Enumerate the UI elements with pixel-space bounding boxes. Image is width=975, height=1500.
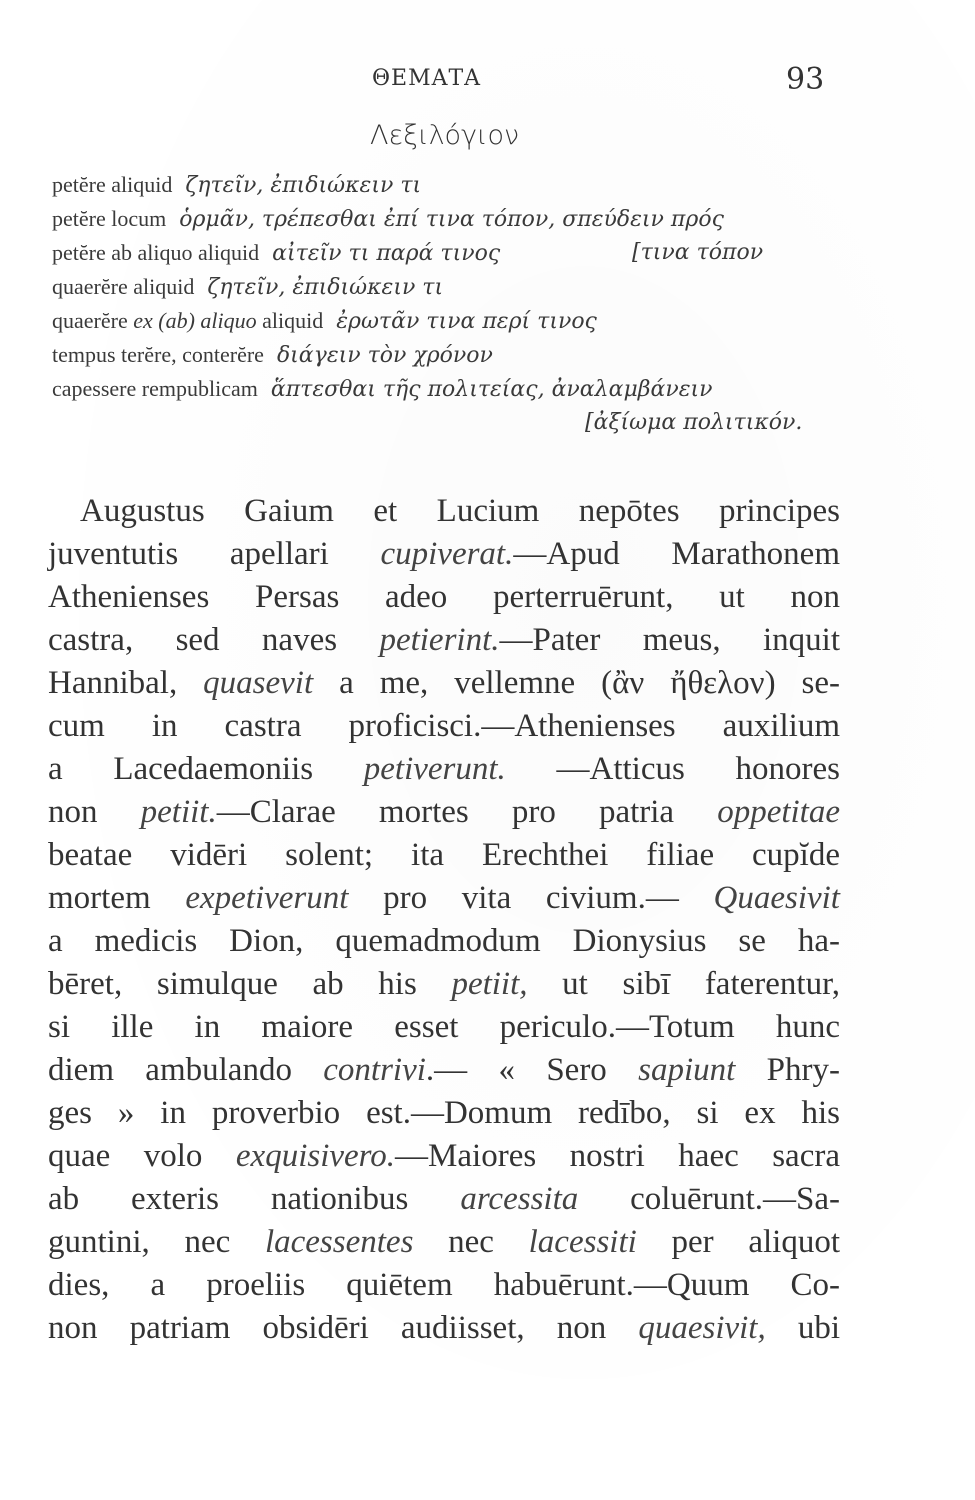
italic-term: petierint. <box>379 622 500 658</box>
italic-term: lacessiti <box>528 1224 637 1260</box>
greek-gloss: ἅπτεσθαι τῆς πολιτείας, ἀναλαμβάνειν <box>270 377 713 402</box>
latin-term: tempus terĕre, conterĕre <box>52 342 264 367</box>
greek-gloss: ζητεῖν, ἐπιδιώκειν τι <box>207 275 444 300</box>
text-line <box>48 533 840 576</box>
latin-term-italic: ex (ab) aliquo <box>133 308 257 333</box>
greek-gloss: αἰτεῖν τι παρά τινος <box>272 241 501 266</box>
text-line <box>48 1092 840 1135</box>
text-line <box>48 1049 840 1092</box>
italic-term: oppetitae <box>717 794 840 830</box>
text-line <box>48 1307 840 1350</box>
text-segment: pro vita civium.— <box>348 880 714 916</box>
text-segment: si ille in maiore esset periculo.—Totum hunc <box>48 1009 840 1045</box>
vocabulary-list <box>52 168 852 440</box>
text-segment: guntini, nec <box>48 1224 265 1260</box>
text-segment: —Pater meus, inquit <box>499 622 840 658</box>
vocabulary-row <box>52 372 852 406</box>
text-segment: ubi <box>765 1310 840 1346</box>
text-line <box>48 1178 840 1221</box>
text-segment: —Clarae mortes pro patria <box>216 794 718 830</box>
text-line <box>48 963 840 1006</box>
text-segment: Phry- <box>735 1052 840 1088</box>
text-line <box>48 1006 840 1049</box>
text-segment: non <box>48 794 141 830</box>
vocabulary-row <box>52 202 852 236</box>
latin-term-plain: quaerĕre <box>52 308 128 333</box>
vocabulary-continuation: [ἀξίωμα πολιτικόν. <box>585 410 803 435</box>
vocabulary-row <box>52 270 852 304</box>
italic-term: contrivi <box>323 1052 426 1088</box>
italic-term: exquisivero. <box>235 1138 396 1174</box>
text-segment: ab exteris nationibus <box>48 1181 461 1217</box>
text-segment: a Lacedaemoniis <box>48 751 364 787</box>
text-segment: non patriam obsidēri audiisset, non <box>48 1310 639 1346</box>
greek-gloss: ὁρμᾶν, τρέπεσθαι ἐπί τινα τόπον, σπεύδειν πρός <box>179 207 724 232</box>
greek-gloss: ζητεῖν, ἐπιδιώκειν τι <box>185 173 422 198</box>
text-line <box>48 748 840 791</box>
text-line <box>48 490 840 533</box>
italic-term: arcessita <box>460 1181 579 1217</box>
text-segment: Hannibal, <box>48 665 204 701</box>
text-segment: nec <box>413 1224 529 1260</box>
text-segment: .— « Sero <box>425 1052 639 1088</box>
italic-term: lacessentes <box>264 1224 414 1260</box>
latin-term: petĕre aliquid <box>52 172 173 197</box>
text-segment: —Apud Marathonem <box>513 536 840 572</box>
latin-term: petĕre ab aliquo aliquid <box>52 240 260 265</box>
italic-term: Quaesivit <box>713 880 840 916</box>
vocabulary-row <box>52 304 852 338</box>
vocabulary-row <box>52 236 852 270</box>
text-line <box>48 619 840 662</box>
text-segment: juventutis apellari <box>48 536 381 572</box>
text-segment: ut sibī faterentur, <box>527 966 840 1002</box>
text-line <box>48 1221 840 1264</box>
text-segment: quae volo <box>48 1138 236 1174</box>
latin-term: quaerĕre aliquid <box>52 274 195 299</box>
italic-term: petiverunt. <box>363 751 506 787</box>
text-line <box>48 1264 840 1307</box>
text-segment: mortem <box>48 880 186 916</box>
italic-term: sapiunt <box>638 1052 736 1088</box>
vocabulary-row <box>52 338 852 372</box>
text-segment: beatae vidēri solent; ita Erechthei filiae cupĭde <box>48 837 840 873</box>
text-line <box>48 576 840 619</box>
text-segment: diem ambulando <box>48 1052 324 1088</box>
text-line <box>48 705 840 748</box>
text-line <box>48 834 840 877</box>
latin-term: petĕre locum <box>52 206 167 231</box>
text-line <box>48 662 840 705</box>
text-segment: —Maiores nostri haec sacra <box>395 1138 840 1174</box>
text-segment: bēret, simulque ab his <box>48 966 452 1002</box>
italic-term: quasevit <box>203 665 314 701</box>
text-segment: Augustus Gaium et Lucium nepōtes principes <box>80 493 840 529</box>
exercise-text <box>48 490 840 1350</box>
page-number: 93 <box>786 62 825 97</box>
greek-gloss: ἐρωτᾶν τινα περί τινος <box>336 309 597 334</box>
text-segment: per aliquot <box>636 1224 840 1260</box>
latin-term: capessere rempublicam <box>52 376 258 401</box>
greek-gloss: διάγειν τὸν χρόνον <box>276 343 493 368</box>
text-segment: Athenienses Persas adeo perterruērunt, ut non <box>48 579 840 615</box>
text-segment: castra, sed naves <box>48 622 380 658</box>
latin-term-tail: aliquid <box>262 308 324 333</box>
text-segment: —Atticus honores <box>505 751 840 787</box>
text-segment: cum in castra proficisci.—Athenienses auxilium <box>48 708 840 744</box>
text-segment: dies, a proeliis quiētem habuērunt.—Quum Co- <box>48 1267 840 1303</box>
text-segment: ges » in proverbio est.—Domum redībo, si ex his <box>48 1095 840 1131</box>
text-line <box>48 1135 840 1178</box>
italic-term: expetiverunt <box>185 880 349 916</box>
running-title: ΘΕΜΑΤΑ <box>372 66 482 91</box>
italic-term: petiit. <box>140 794 217 830</box>
italic-term: petiit, <box>451 966 528 1002</box>
latin-term <box>52 308 323 333</box>
vocabulary-row <box>52 168 852 202</box>
italic-term: cupiverat. <box>380 536 514 572</box>
text-segment: a medicis Dion, quemadmodum Dionysius se ha- <box>48 923 840 959</box>
italic-term: quaesivit, <box>638 1310 766 1346</box>
vocabulary-heading: Λεξιλόγιον <box>370 120 520 151</box>
text-line <box>48 877 840 920</box>
greek-gloss-overflow: [τινα τόπον <box>632 240 764 265</box>
text-segment: coluērunt.—Sa- <box>578 1181 841 1217</box>
text-segment: a me, vellemne (ἂν ἤθελον) se- <box>313 665 841 701</box>
text-line <box>48 791 840 834</box>
text-line <box>48 920 840 963</box>
